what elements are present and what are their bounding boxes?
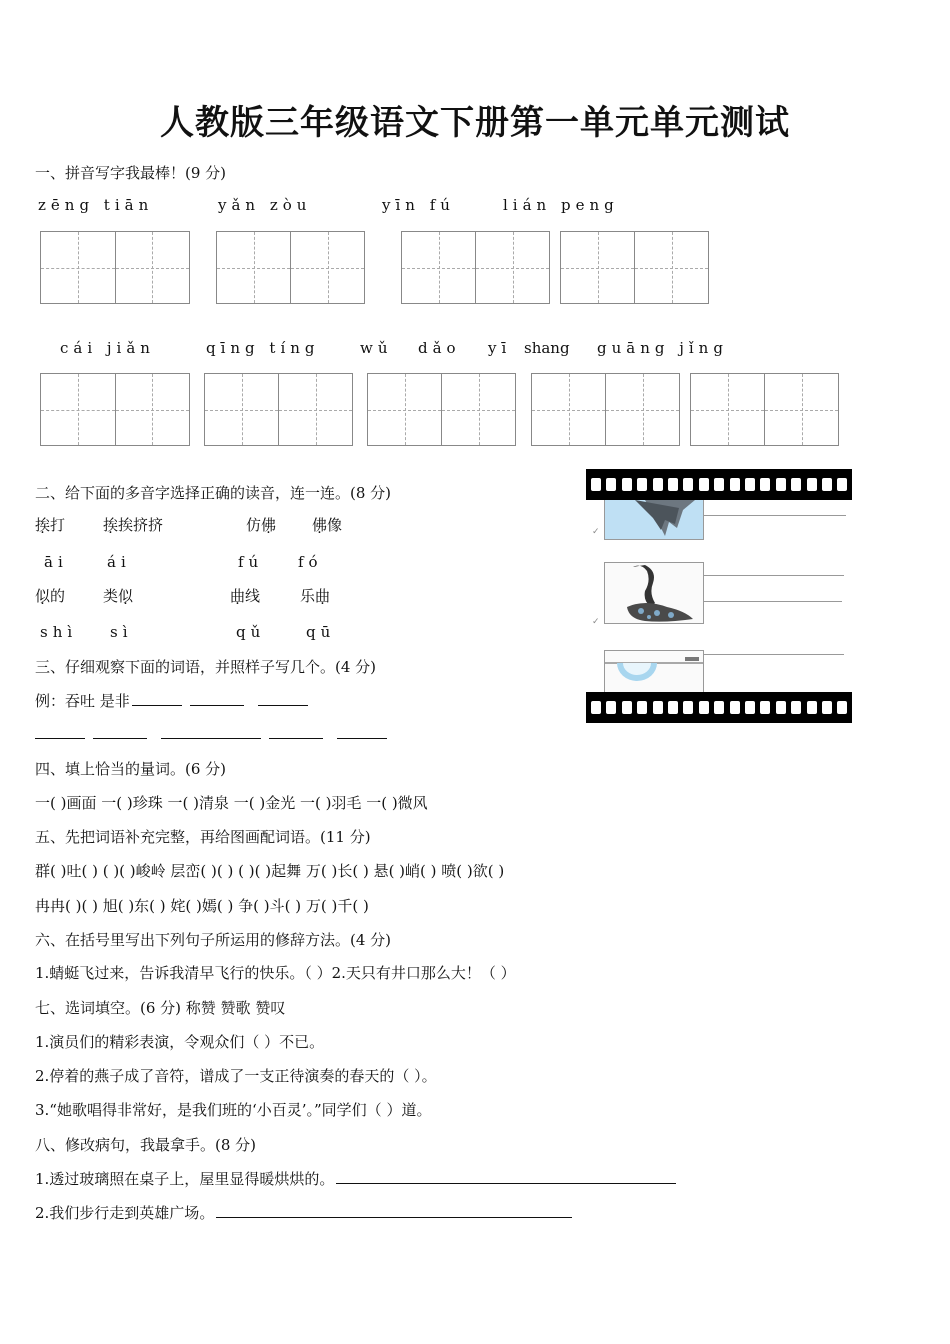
writing-grid[interactable] <box>531 373 680 446</box>
answer-blank[interactable] <box>337 724 387 739</box>
section-4-heading: 四、填上恰当的量词。(6 分) <box>35 760 227 778</box>
film-hole <box>822 701 832 714</box>
pinyin-4: lián peng <box>503 196 619 214</box>
writing-grid[interactable] <box>204 373 353 446</box>
pinyin-10: shang <box>524 339 570 357</box>
film-hole <box>653 478 663 491</box>
film-hole <box>776 478 786 491</box>
answer-blank[interactable] <box>35 724 85 739</box>
word-6: 类似 <box>103 587 134 605</box>
section-4-items[interactable]: 一( )画面 一( )珍珠 一( )清泉 一( )金光 一( )羽毛 一( )微风 <box>35 794 428 812</box>
answer-line[interactable] <box>336 1169 676 1184</box>
film-strip-top <box>586 469 852 500</box>
section-8-q2 <box>35 1202 572 1223</box>
writing-grid[interactable] <box>560 231 709 304</box>
word-8: 乐曲 <box>300 587 331 605</box>
word-4: 佛像 <box>312 516 343 534</box>
film-hole <box>791 478 801 491</box>
sunrise-picture <box>604 650 704 692</box>
section-7-q1[interactable]: 1.演员们的精彩表演，令观众们（ ）不已。 <box>35 1033 325 1051</box>
answer-blank[interactable] <box>190 691 244 706</box>
film-hole <box>622 478 632 491</box>
pine-cliff-picture <box>604 562 704 624</box>
section-8-q1 <box>35 1168 676 1189</box>
film-hole <box>699 478 709 491</box>
answer-line[interactable] <box>704 601 842 602</box>
answer-line[interactable] <box>704 515 846 516</box>
film-hole <box>606 478 616 491</box>
section-6-heading: 六、在括号里写出下列句子所运用的修辞方法。(4 分) <box>35 931 392 949</box>
pinyin-7: wǔ <box>360 339 393 357</box>
writing-grid[interactable] <box>401 231 550 304</box>
answer-blank[interactable] <box>161 724 261 739</box>
pinyin-8: dǎo <box>418 339 461 357</box>
film-hole <box>668 701 678 714</box>
sentence-text: 1.透过玻璃照在桌子上，屋里显得暖烘烘的。 <box>35 1170 335 1188</box>
reading-5: shì <box>40 623 78 641</box>
reading-3: fú <box>238 553 264 571</box>
section-7-heading: 七、选词填空。(6 分) 称赞 赞歌 赞叹 <box>35 999 286 1017</box>
word-5: 似的 <box>35 587 66 605</box>
section-8-heading: 八、修改病句，我最拿手。(8 分) <box>35 1136 257 1154</box>
pinyin-11: guāng jǐng <box>597 339 728 357</box>
writing-grid[interactable] <box>40 231 190 304</box>
section-3-example <box>35 690 308 711</box>
section-2-heading: 二、给下面的多音字选择正确的读音，连一连。(8 分) <box>35 484 392 502</box>
film-hole <box>730 701 740 714</box>
writing-grid[interactable] <box>690 373 839 446</box>
answer-blank[interactable] <box>93 724 147 739</box>
film-hole <box>807 478 817 491</box>
film-hole <box>760 478 770 491</box>
answer-line[interactable] <box>704 654 844 655</box>
film-hole <box>591 701 601 714</box>
bullet-mark-icon: ✓ <box>592 527 600 537</box>
reading-4: fó <box>298 553 323 571</box>
section-3-blanks <box>35 724 387 743</box>
pinyin-3: yīn fú <box>382 196 455 214</box>
reading-1: āi <box>44 553 68 571</box>
answer-line[interactable] <box>216 1203 572 1218</box>
answer-line[interactable] <box>704 575 844 576</box>
word-1: 挨打 <box>35 516 66 534</box>
section-5-heading: 五、先把词语补充完整，再给图画配词语。(11 分) <box>35 828 371 846</box>
film-hole <box>606 701 616 714</box>
film-strip-illustration <box>586 469 852 723</box>
film-hole <box>668 478 678 491</box>
pinyin-9: yī <box>488 339 512 357</box>
film-hole <box>637 701 647 714</box>
sentence-text: 2.我们步行走到英雄广场。 <box>35 1204 215 1222</box>
page-title: 人教版三年级语文下册第一单元单元测试 <box>160 103 790 143</box>
film-hole <box>822 478 832 491</box>
mountain-peak-picture <box>604 500 704 540</box>
reading-8: qū <box>306 623 336 641</box>
section-1-heading: 一、拼音写字我最棒！(9 分) <box>35 164 227 182</box>
film-hole <box>683 478 693 491</box>
film-hole <box>683 701 693 714</box>
section-7-q2[interactable]: 2.停着的燕子成了音符，谱成了一支正待演奏的春天的（ ）。 <box>35 1067 437 1085</box>
writing-grid[interactable] <box>367 373 516 446</box>
film-hole <box>776 701 786 714</box>
word-2: 挨挨挤挤 <box>103 516 164 534</box>
film-hole <box>837 701 847 714</box>
film-hole <box>730 478 740 491</box>
film-hole <box>622 701 632 714</box>
answer-blank[interactable] <box>132 691 182 706</box>
writing-grid[interactable] <box>216 231 365 304</box>
example-text: 例：吞吐 是非 <box>35 692 130 710</box>
film-hole <box>745 701 755 714</box>
film-hole <box>837 478 847 491</box>
section-5-line-2[interactable]: 冉冉( )( ) 旭( )东( ) 姹( )嫣( ) 争( )斗( ) 万( )千( ) <box>35 897 369 915</box>
answer-blank[interactable] <box>258 691 308 706</box>
film-hole <box>637 478 647 491</box>
film-hole <box>791 701 801 714</box>
film-hole <box>745 478 755 491</box>
film-hole <box>591 478 601 491</box>
reading-2: ái <box>107 553 131 571</box>
section-5-line-1[interactable]: 群( )吐( ) ( )( )峻岭 层峦( )( ) ( )( )起舞 万( )长( ) 悬( )峭( ) 喷( )欲( ) <box>35 862 505 880</box>
pinyin-6: qīng tíng <box>206 339 320 357</box>
answer-blank[interactable] <box>269 724 323 739</box>
pinyin-2: yǎn zòu <box>218 196 312 214</box>
film-hole <box>714 478 724 491</box>
film-hole <box>699 701 709 714</box>
section-6-questions[interactable]: 1.蜻蜓飞过来，告诉我清早飞行的快乐。（ ）2.天只有井口那么大！（ ） <box>35 964 516 982</box>
film-hole <box>760 701 770 714</box>
film-hole <box>807 701 817 714</box>
section-7-q3[interactable]: 3.“她歌唱得非常好，是我们班的‘小百灵’。”同学们（ ）道。 <box>35 1101 432 1119</box>
film-hole <box>714 701 724 714</box>
pinyin-1: zēng tiān <box>38 196 154 214</box>
word-3: 仿佛 <box>246 516 277 534</box>
reading-7: qǔ <box>236 623 266 641</box>
bullet-mark-icon: ✓ <box>592 617 600 627</box>
writing-grid[interactable] <box>40 373 190 446</box>
film-hole <box>653 701 663 714</box>
section-3-heading: 三、仔细观察下面的词语，并照样子写几个。(4 分) <box>35 658 377 676</box>
word-7: 曲线 <box>230 587 261 605</box>
pinyin-5: cái jiǎn <box>60 339 155 357</box>
film-strip-bottom <box>586 692 852 723</box>
reading-6: sì <box>110 623 133 641</box>
